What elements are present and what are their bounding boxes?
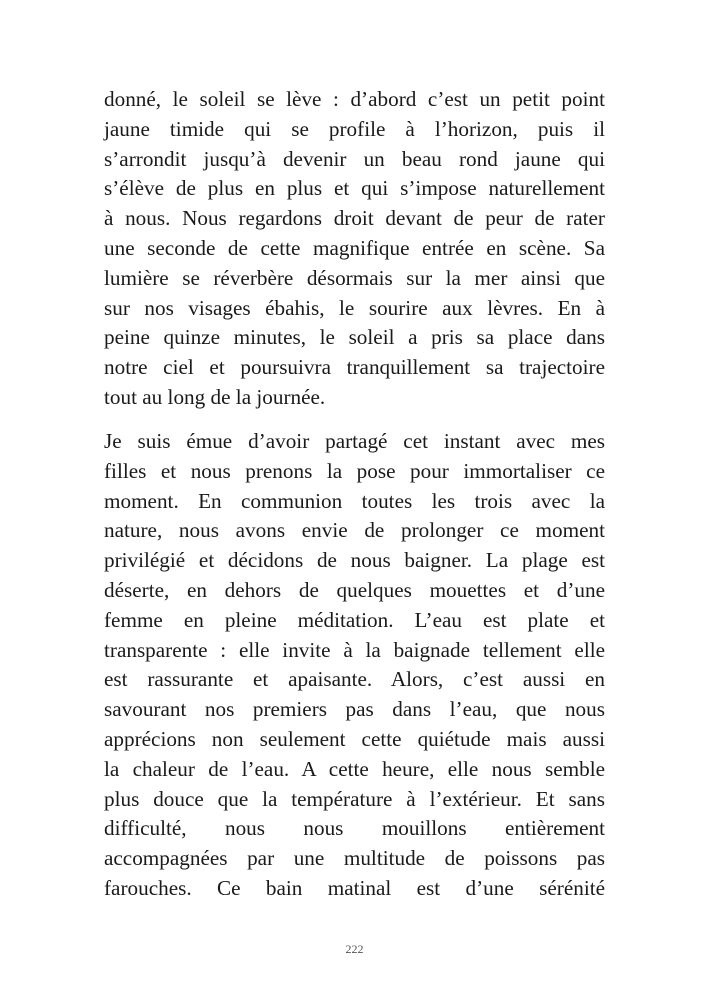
text-line: apprécions non seulement cette quiétude mais aussi [104, 726, 605, 751]
page-number: 222 [345, 942, 364, 956]
text-line: lumière se réverbère désormais sur la mer ainsi que [104, 265, 605, 290]
text-line: difficulté, nous nous mouillons entièrement [104, 816, 605, 841]
text-line: est rassurante et apaisante. Alors, c’est aussi en [104, 667, 605, 692]
text-line: tout au long de la journée. [104, 384, 326, 409]
text-line: privilégié et décidons de nous baigner. La plage est [104, 548, 605, 573]
text-line: une seconde de cette magnifique entrée en scène. Sa [104, 235, 605, 260]
text-line: s’élève de plus en plus et qui s’impose naturellement [104, 176, 605, 201]
text-line: femme en pleine méditation. L’eau est plate et [104, 607, 605, 632]
text-line: peine quinze minutes, le soleil a pris sa place dans [104, 325, 605, 350]
paragraph-2 [104, 427, 605, 904]
text-line: sur nos visages ébahis, le sourire aux lèvres. En à [104, 295, 605, 320]
text-line: à nous. Nous regardons droit devant de peur de rater [104, 206, 605, 231]
text-line: farouches. Ce bain matinal est d’une sérénité [104, 875, 605, 900]
text-line: déserte, en dehors de quelques mouettes et d’une [104, 577, 605, 602]
text-line: filles et nous prenons la pose pour immortaliser ce [104, 458, 605, 483]
text-line: savourant nos premiers pas dans l’eau, que nous [104, 697, 605, 722]
paragraph-1 [104, 85, 605, 413]
text-line: plus douce que la température à l’extérieur. Et sans [104, 786, 605, 811]
text-line: jaune timide qui se profile à l’horizon, puis il [104, 116, 605, 141]
text-line: la chaleur de l’eau. A cette heure, elle nous semble [104, 756, 605, 781]
text-line: Je suis émue d’avoir partagé cet instant avec mes [104, 429, 605, 453]
text-line: notre ciel et poursuivra tranquillement sa trajectoire [104, 355, 605, 380]
text-line: s’arrondit jusqu’à devenir un beau rond jaune qui [104, 146, 605, 171]
text-line: transparente : elle invite à la baignade tellement elle [104, 637, 605, 662]
text-line: accompagnées par une multitude de poissons pas [104, 846, 605, 871]
text-line: nature, nous avons envie de prolonger ce moment [104, 518, 605, 543]
text-line: moment. En communion toutes les trois avec la [104, 488, 605, 513]
text-line: donné, le soleil se lève : d’abord c’est un petit point [104, 87, 605, 111]
